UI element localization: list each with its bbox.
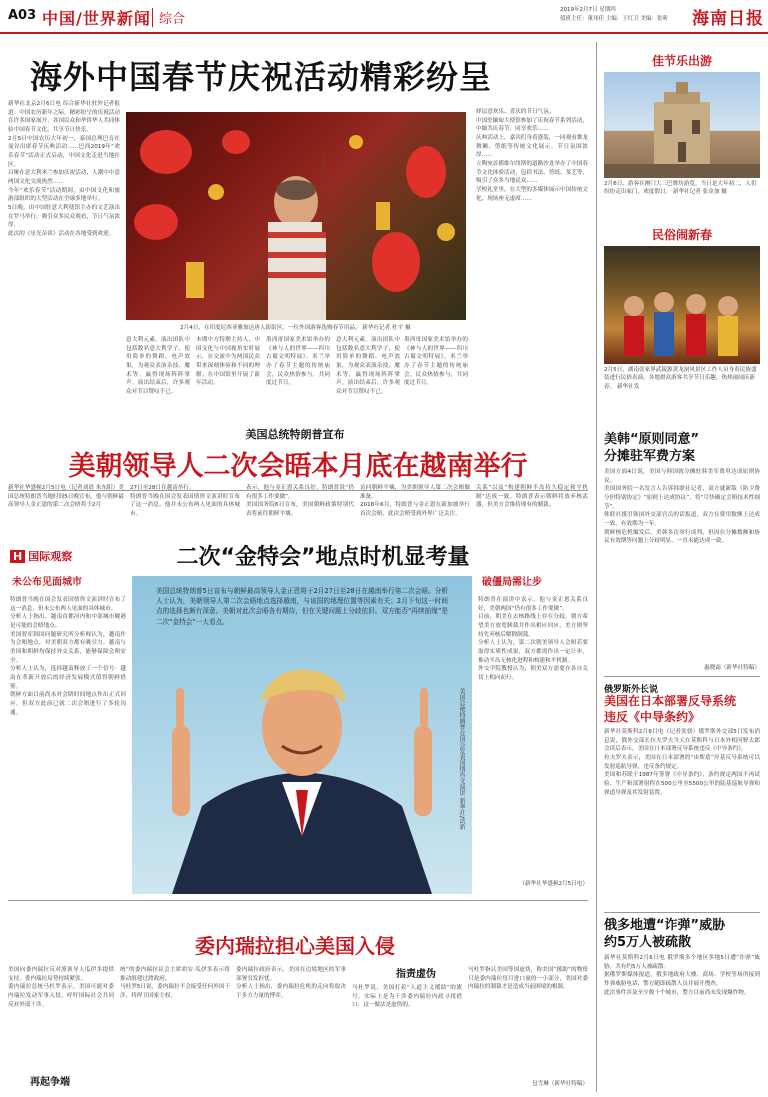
lantern-market-illustration xyxy=(126,112,466,320)
side-caption-travel: 2月6日，游客在澳门大三巴牌坊游览。当日是大年初二，人们纷纷走出家门，欢度假日。 新华社记者 张金加 摄 xyxy=(604,181,757,196)
bottom-subhead-mid: 指责虚伪 xyxy=(396,969,436,980)
right-source-1: 惠晓霜（新华社特稿） xyxy=(704,665,760,671)
right-headline-2: 美国在日本部署反导系统 违反《中导条约》 xyxy=(604,694,737,724)
side-caption-folk: 2月5日，湖南张家界武陵源黄龙洞风景区工作人员身着民族盛装进行民俗表演，各地群众游客共享节日乐趣，热热闹闹庆新春。 新华社发 xyxy=(604,367,757,390)
newspaper-logo: 海南日报 xyxy=(692,9,764,29)
side-title-travel: 佳节乐出游 xyxy=(652,54,713,68)
trump-lede-4: 访问朝鲜平壤，为美朝领导人第二次会晤做准备。 2018年6月，特朗普与金正恩在新加坡举行首次会晤，此次会晤受到外界广泛关注。 xyxy=(360,485,470,517)
analysis-left-subhead: 未公布见面城市 xyxy=(12,577,82,588)
divider xyxy=(8,900,588,901)
performers-illustration xyxy=(604,246,760,364)
bottom-headline: 委内瑞拉担心美国入侵 xyxy=(195,934,395,958)
lead-body-col4: 墨西哥国家美术馆举办的《神与人的世界——四川古蜀文明特展》，米兰举办了春节主题的传统庙会，民众热情参与，共同度过节日。 xyxy=(266,337,330,387)
page-number: A03 xyxy=(8,8,37,23)
trump-illustration xyxy=(132,576,472,894)
bottom-body-5: 马杜罗指认美国等国虚伪，称美国“援助”的物资只是委内瑞拉每月进口量的一小部分，美国对委内瑞拉的制裁才是造成当前困境的根源。 xyxy=(468,967,588,991)
analysis-right-body: 特朗普在演讲中表示，他与金正恩关系良好，美朝两国“仍有很多工作要做”。 目前，朝美在去核路线上存在分歧，朝方希望美方放宽制裁并作出相应回应，美方则坚持先弃核后解除制裁。 分析人士认为，第二次朝美领导人会晤若要取得实质性成果，双方都需作出一定让步，推动半岛无核化进程和构建和平机制。 外交学院教授认为，朝美双方需要在各自关切上相向而行。 xyxy=(478,597,588,681)
right-body-2: 新华社莫斯科2月6日电（记者张骁）俄罗斯外交部5日发布消息说，俄外交部长拉夫罗夫当天在莫斯科与日本外相河野太郎会谈后表示，美国在日本部署反导系统违反《中导条约》。 拉夫罗夫表示，美国在日本部署的“宙斯盾”岸基反导系统可以发射巡航导弹，违反条约规定。 美国和苏联于1987年签署《中导条约》，条约规定两国不再试验、生产和部署射程在500公里至5500公里的陆基巡航导弹和弹道导弹及其发射装置。 xyxy=(604,729,760,796)
section-title: 中国/世界新闻 xyxy=(42,9,151,28)
bottom-body-4: 马杜罗说，美国打着“人道主义援助”的旗号，实际上是为干涉委内瑞拉内政寻找借口，这一做法是虚伪的。 xyxy=(352,985,462,1009)
lead-body-col2: 意大利元素。演出团队中包括数名意大利学子，使用简单的舞蹈、电声效果，为观众表演杂技、魔术等，赢得现场阵阵掌声。演出结束后，许多观众对节目赞叹不已。 xyxy=(126,337,190,395)
analysis-right-subhead: 破僵局需让步 xyxy=(482,577,542,588)
page-header xyxy=(0,0,768,34)
analysis-summary-text: 美国总统特朗普5日宣布与朝鲜最高领导人金正恩将于2月27日至28日在越南举行第二次会晤。分析人士认为，美朝领导人第二次会晤地点选择越南，与该国的地理位置等因素有关；2月下旬这一时间点的选择也颇有深意。美朝对此次会晤各有期待，但在关键问题上分歧依旧。双方能否“再续前缘”是二次“金特会”一大看点。 xyxy=(156,587,448,626)
photo-credit-vertical: 美国总统特朗普在国会发表国情咨文演讲 新华社/法新 xyxy=(458,688,465,830)
analysis-left-body: 特朗普当晚在国会发表国情咨文演讲时宣布了这一消息，但未公布两人见面的具体城市。 分析人士指出，越南首都河内和中部城市岘港是可能的会晤地点。 美国智库韩国问题研究所分析师认为，越南作为会晤地点，对美朝双方都有吸引力。越南与美国和朝鲜均保持外交关系，能够保障会晤安全。 分析人士认为，选择越南释放了一个信号：越南在革新开放后的经济发展模式值得朝鲜借鉴。 朝鲜方面目前尚未对会晤时间地点作出正式回应，但双方此前已就二次会晤进行了多轮沟通。 xyxy=(10,597,126,716)
lead-photo-caption: 2月4日，在印度尼西亚雅加达唐人街街区，一位外国游客选购春节用品。 新华社记者 杜宇 摄 xyxy=(180,325,411,331)
right-kicker-2: 俄罗斯外长说 xyxy=(604,685,659,695)
lead-headline: 海外中国春节庆祝活动精彩纷呈 xyxy=(30,58,493,96)
side-title-folk: 民俗闹新春 xyxy=(652,228,713,242)
right-headline-3: 俄多地遭“诈弹”威胁 约5万人被疏散 xyxy=(604,918,726,950)
bottom-source: 包雪琳（新华社特稿） xyxy=(532,1081,588,1087)
divider xyxy=(604,912,760,913)
side-photo-folk xyxy=(604,246,760,364)
bottom-body-2: 统”的委内瑞拉议会主席胡安·瓜伊多表示将推动组建过渡政府。 马杜罗5日说，委内瑞拉不会接受任何外国干涉，将捍卫国家主权。 xyxy=(120,967,230,999)
trump-headline: 美朝领导人二次会晤本月底在越南举行 xyxy=(68,451,528,482)
bottom-body-3: 委内瑞拉政府表示，美国在边境地区的军事部署引发担忧。 分析人士指出，委内瑞拉危机的走向将取决于多方力量的博弈。 xyxy=(236,967,346,999)
analysis-tag-label: 国际观察 xyxy=(28,550,73,563)
lead-body-col5: 意大利元素。演出团队中包括数名意大利学子，使用简单的舞蹈、电声效果，为观众表演杂技、魔术等，赢得现场阵阵掌声。演出结束后，许多观众对节目赞叹不已。 xyxy=(336,337,400,395)
right-headline-1: 美韩“原则同意” 分摊驻军费方案 xyxy=(604,432,700,464)
masthead-meta xyxy=(560,6,688,24)
issue-date: 2019年2月7日 星期四 xyxy=(560,7,616,13)
trump-kicker: 美国总统特朗普宣布 xyxy=(245,428,345,441)
subsection-title: 综合 xyxy=(152,8,185,27)
column-divider xyxy=(596,42,597,424)
trump-lede-5: 关系”以及“构建朝鲜半岛持久稳定和平机制”达成一致。特朗普表示朝鲜将放弃核武器，但美方会维持现有的制裁。 xyxy=(476,485,588,509)
divider xyxy=(604,676,760,677)
right-body-1: 美国方面4日说，美国与韩国就分摊驻韩美军费用达成原则协议。 美国国务院一名发言人告诉韩联社记者，双方就新版《防卫费分担特别协定》“原则上达成协议”，将“尽快确定会晤技术性细节”。 韩联社援引韩国外交部官员的话报道，双方在费用数额上达成一致，有效期为一年。 朝鲜核危机爆发后，美韩多次举行谈判，但因在分摊数额和协议有效期等问题上分歧明显，一直未能达成一致。 xyxy=(604,469,760,545)
right-body-3: 新华社莫斯科2月6日电 俄罗斯多个地区多地5日遭“诈弹”威胁，共有约5万人被疏散。 据俄罗斯媒体报道，俄多地政府大楼、商场、学校等场所接到炸弹威胁电话，警方随即疏散人员并展开搜查。 此次事件涉及至少数十个城市，警方目前尚未发现爆炸物。 xyxy=(604,955,760,996)
analysis-photo-box xyxy=(132,576,472,894)
lead-body-col6: 墨西哥国家美术馆举办的《神与人的世界——四川古蜀文明特展》，米兰举办了春节主题的传统庙会，民众热情参与，共同度过节日。 xyxy=(404,337,468,387)
analysis-tag-icon: H xyxy=(10,550,25,563)
analysis-headline: 二次“金特会”地点时机显考量 xyxy=(176,545,470,570)
side-photo-macau xyxy=(604,72,760,178)
editor-credits: 值班主任：董玮佳 主编：王红卫 美编：张昕 xyxy=(560,15,668,22)
trump-lede-2: 27日至28日在越南举行。 特朗普当晚在国会发表国情咨文演讲时宣布了这一消息。他并未公布两人见面的具体城市。 xyxy=(130,485,240,517)
lead-body-col3: 本期中方特聘主持人，中国文化与中国视角实时展示，在交流中为两国民众带来深刻体验和不同的理解；在中国馆里开展了新年活动。 xyxy=(196,337,260,387)
column-divider-right xyxy=(596,424,597,1092)
trump-lede-3: 表示，他与金正恩关系良好。特朗普说“仍有很多工作要做”。 美国国务院6日宣布，美国朝鲜政策特别代表将前往朝鲜平壤。 xyxy=(246,485,354,517)
lead-photo xyxy=(126,112,466,320)
analysis-tag xyxy=(10,548,72,564)
bottom-body-1: 美国向委内瑞拉反对派领导人瓜伊多提供支持，委内瑞拉局势持续紧张。 委内瑞拉总统马杜罗表示，美国可能对委内瑞拉发动军事入侵，呼吁国际社会共同反对外部干涉。 xyxy=(8,967,114,1008)
trump-lede-1: 新华社华盛顿2月5日电（记者刘晨 朱东阳）美国总统特朗普当地时间5日晚宣布，他与朝鲜最高领导人金正恩的第二次会晤将于2月 xyxy=(8,485,124,509)
lead-body-col1: 新华社北京2月6日电 综合新华社驻外记者报道：中国农历新年之际，精彩纷呈的庆祝活动在许多国家展开，各国民众和华侨华人共同体验中国春节文化，共享节日快乐。 2月5日中国农历大年初一，泰国总理巴育在曼谷出席春节庆典活动……巴西2019年“欢乐春节”活动正式启动，中国文化走进当地社区。 吕娅在意大利米兰参加庆祝活动，人潮中中意两国文化交流热烈…… 今年“欢乐春节”活动期间，由中国文化和旅游部组织的大型活动在全球多地举行。 5日晚，由中国驻意大利使馆主办的文艺演出在罗马举行，吸引众多民众观看，节日气氛浓厚。 此次的《星光杂谈》活动在各地受到欢迎。 xyxy=(8,101,120,237)
lead-body-col7: 择层意欢乐、喜庆的节日气氛。 中国驻缅甸大使馆参加了庆祝春节系列活动，中缅共庆春节，同享欢乐…… 庆典活动上，嘉宾们身着盛装，一同观看舞龙舞狮、剪纸等传统文化展示，节日氛围浓厚…… 立陶宛首都维尔纽斯的道路沙龙举办了中国春节文化体验活动，包括书法、剪纸、茶艺等，吸引了众多当地民众…… 学校礼堂里，在大型的多媒体展示中国传统文化，现场座无虚席…… xyxy=(476,109,588,202)
analysis-byline: （新华社华盛顿2月5日电） xyxy=(519,881,588,887)
ruins-illustration xyxy=(604,72,760,178)
bottom-subhead-left: 再起争端 xyxy=(30,1077,70,1088)
